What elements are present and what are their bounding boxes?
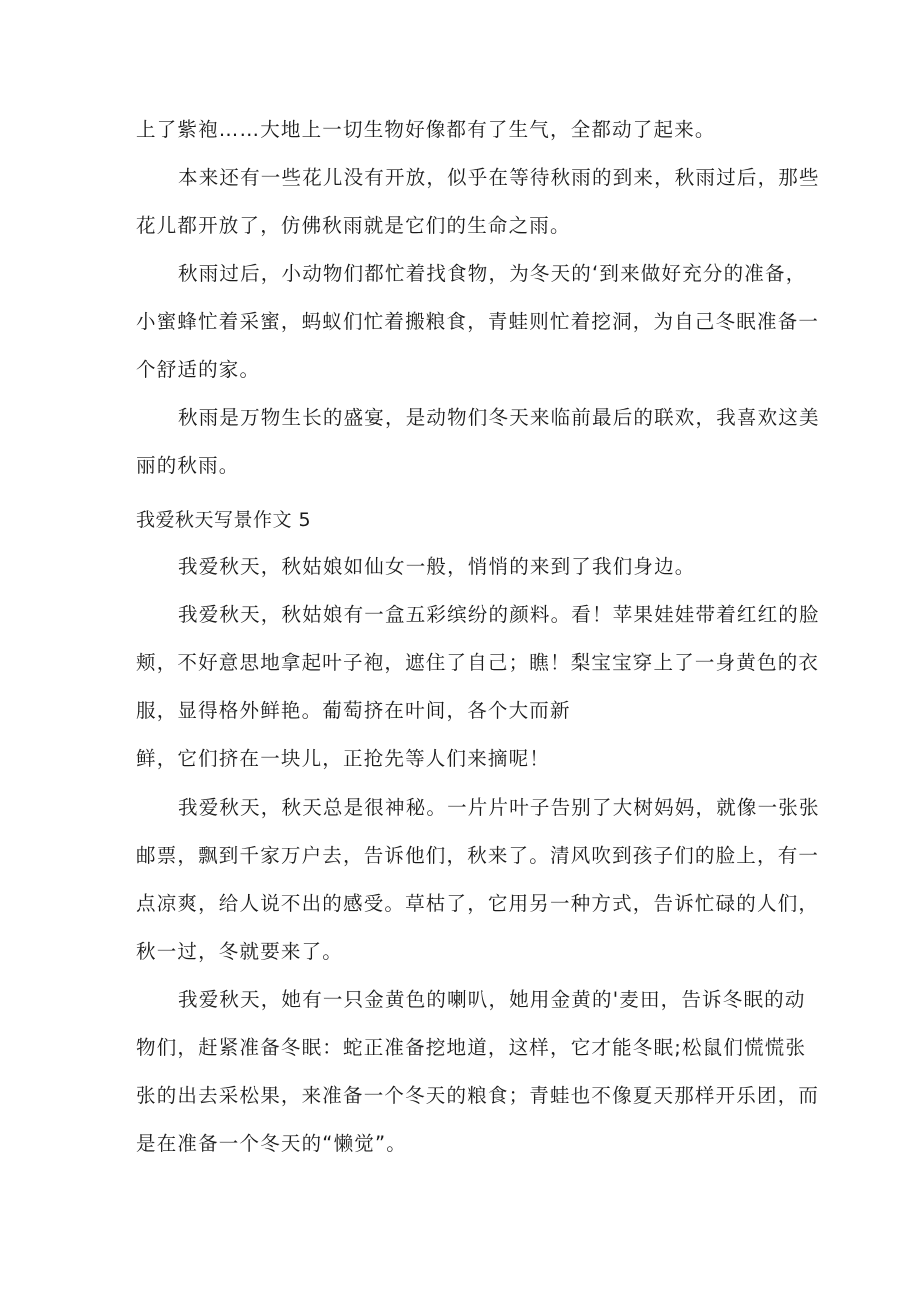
text-line: 是在准备一个冬天的“懒觉”。 bbox=[136, 1132, 408, 1155]
text-line: 小蜜蜂忙着采蜜，蚂蚁们忙着搬粮食，青蛙则忙着挖洞，为自己冬眠准备一 bbox=[136, 310, 820, 333]
text-line: 丽的秋雨。 bbox=[136, 454, 240, 477]
text-line: 物们，赶紧准备冬眠：蛇正准备挖地道，这样，它才能冬眠;松鼠们慌慌张 bbox=[136, 1036, 807, 1059]
text-line: 我爱秋天，秋姑娘如仙女一般，悄悄的来到了我们身边。 bbox=[178, 555, 696, 578]
text-line: 个舒适的家。 bbox=[136, 358, 261, 381]
text-line: 我爱秋天，秋天总是很神秘。一片片叶子告别了大树妈妈，就像一张张 bbox=[178, 796, 820, 819]
text-line: 秋雨过后，小动物们都忙着找食物，为冬天的‘到来做好充分的准备， bbox=[178, 262, 807, 285]
text-line: 上了紫袍……大地上一切生物好像都有了生气，全都动了起来。 bbox=[136, 118, 716, 141]
text-line: 张的出去采松果，来准备一个冬天的粮食；青蛙也不像夏天那样开乐团，而 bbox=[136, 1084, 820, 1107]
text-line: 本来还有一些花儿没有开放，似乎在等待秋雨的到来，秋雨过后，那些 bbox=[178, 166, 820, 189]
text-line: 服，显得格外鲜艳。葡萄挤在叶间，各个大而新 bbox=[136, 699, 571, 722]
section-heading: 我爱秋天写景作文 5 bbox=[136, 509, 312, 531]
text-line: 点凉爽，给人说不出的感受。草枯了，它用另一种方式，告诉忙碌的人们， bbox=[136, 892, 820, 915]
text-line: 秋雨是万物生长的盛宴，是动物们冬天来临前最后的联欢，我喜欢这美 bbox=[178, 406, 820, 429]
text-line: 颊，不好意思地拿起叶子袍，遮住了自己；瞧！梨宝宝穿上了一身黄色的衣 bbox=[136, 651, 820, 674]
text-line: 邮票，飘到千家万户去，告诉他们，秋来了。清风吹到孩子们的脸上，有一 bbox=[136, 844, 820, 867]
text-line: 我爱秋天，秋姑娘有一盒五彩缤纷的颜料。看！苹果娃娃带着红红的脸 bbox=[178, 603, 820, 626]
text-line: 我爱秋天，她有一只金黄色的喇叭，她用金黄的'麦田，告诉冬眠的动 bbox=[178, 988, 806, 1011]
text-line: 秋一过，冬就要来了。 bbox=[136, 940, 344, 963]
text-line: 鲜，它们挤在一块儿，正抢先等人们来摘呢！ bbox=[136, 747, 551, 770]
text-line: 花儿都开放了，仿佛秋雨就是它们的生命之雨。 bbox=[136, 214, 571, 237]
